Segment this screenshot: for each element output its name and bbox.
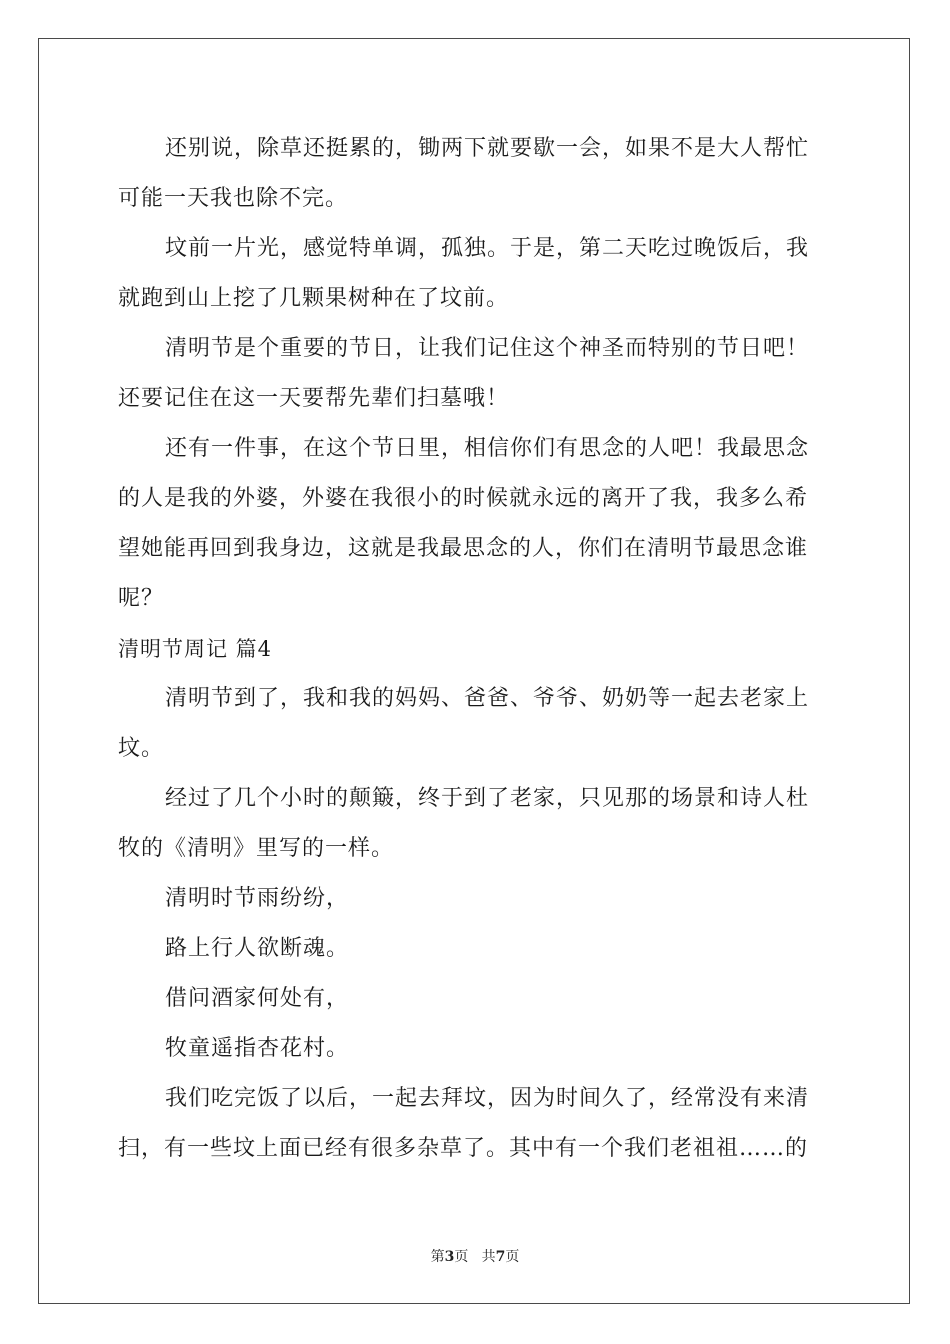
footer-total-unit: 页: [505, 1249, 520, 1265]
paragraph-line: 经过了几个小时的颠簸，终于到了老家，只见那的场景和诗人杜: [165, 786, 810, 811]
paragraph-line: 坟前一片光，感觉特单调，孤独。于是，第二天吃过晚饭后，我: [165, 236, 810, 261]
footer-page-unit: 页: [454, 1249, 469, 1265]
total-page-number: 7: [495, 1249, 506, 1265]
poem-line: 牧童遥指杏花村。: [165, 1036, 350, 1061]
poem-line: 借问酒家何处有，: [165, 986, 350, 1011]
current-page-number: 3: [444, 1249, 455, 1265]
section-heading: 清明节周记 篇4: [118, 637, 273, 661]
document-body: [118, 124, 834, 1174]
page-footer: [0, 1246, 950, 1266]
paragraph-line: 就跑到山上挖了几颗果树种在了坟前。: [118, 286, 510, 311]
footer-prefix: 第: [430, 1249, 445, 1265]
paragraph-line: 呢？: [118, 586, 165, 611]
paragraph-line: 牧的《清明》里写的一样。: [118, 836, 395, 861]
poem-line: 清明时节雨纷纷，: [165, 886, 350, 911]
paragraph-line: 望她能再回到我身边，这就是我最思念的人，你们在清明节最思念谁: [118, 536, 809, 561]
footer-total-prefix: 共: [481, 1249, 496, 1265]
paragraph-line: 扫，有一些坟上面已经有很多杂草了。其中有一个我们老祖祖……的: [118, 1136, 809, 1161]
paragraph-line: 还有一件事，在这个节日里，相信你们有思念的人吧！我最思念: [165, 436, 810, 461]
paragraph-line: 坟。: [118, 736, 165, 761]
paragraph-line: 还要记住在这一天要帮先辈们扫墓哦！: [118, 386, 510, 411]
paragraph-line: 我们吃完饭了以后，一起去拜坟，因为时间久了，经常没有来清: [165, 1086, 810, 1111]
paragraph-line: 清明节是个重要的节日，让我们记住这个神圣而特别的节日吧！: [165, 336, 810, 361]
paragraph-line: 可能一天我也除不完。: [118, 186, 349, 211]
paragraph-line: 清明节到了，我和我的妈妈、爸爸、爷爷、奶奶等一起去老家上: [165, 686, 810, 711]
poem-line: 路上行人欲断魂。: [165, 936, 350, 961]
paragraph-line: 的人是我的外婆，外婆在我很小的时候就永远的离开了我，我多么希: [118, 486, 809, 511]
paragraph-line: 还别说，除草还挺累的，锄两下就要歇一会，如果不是大人帮忙: [165, 136, 810, 161]
